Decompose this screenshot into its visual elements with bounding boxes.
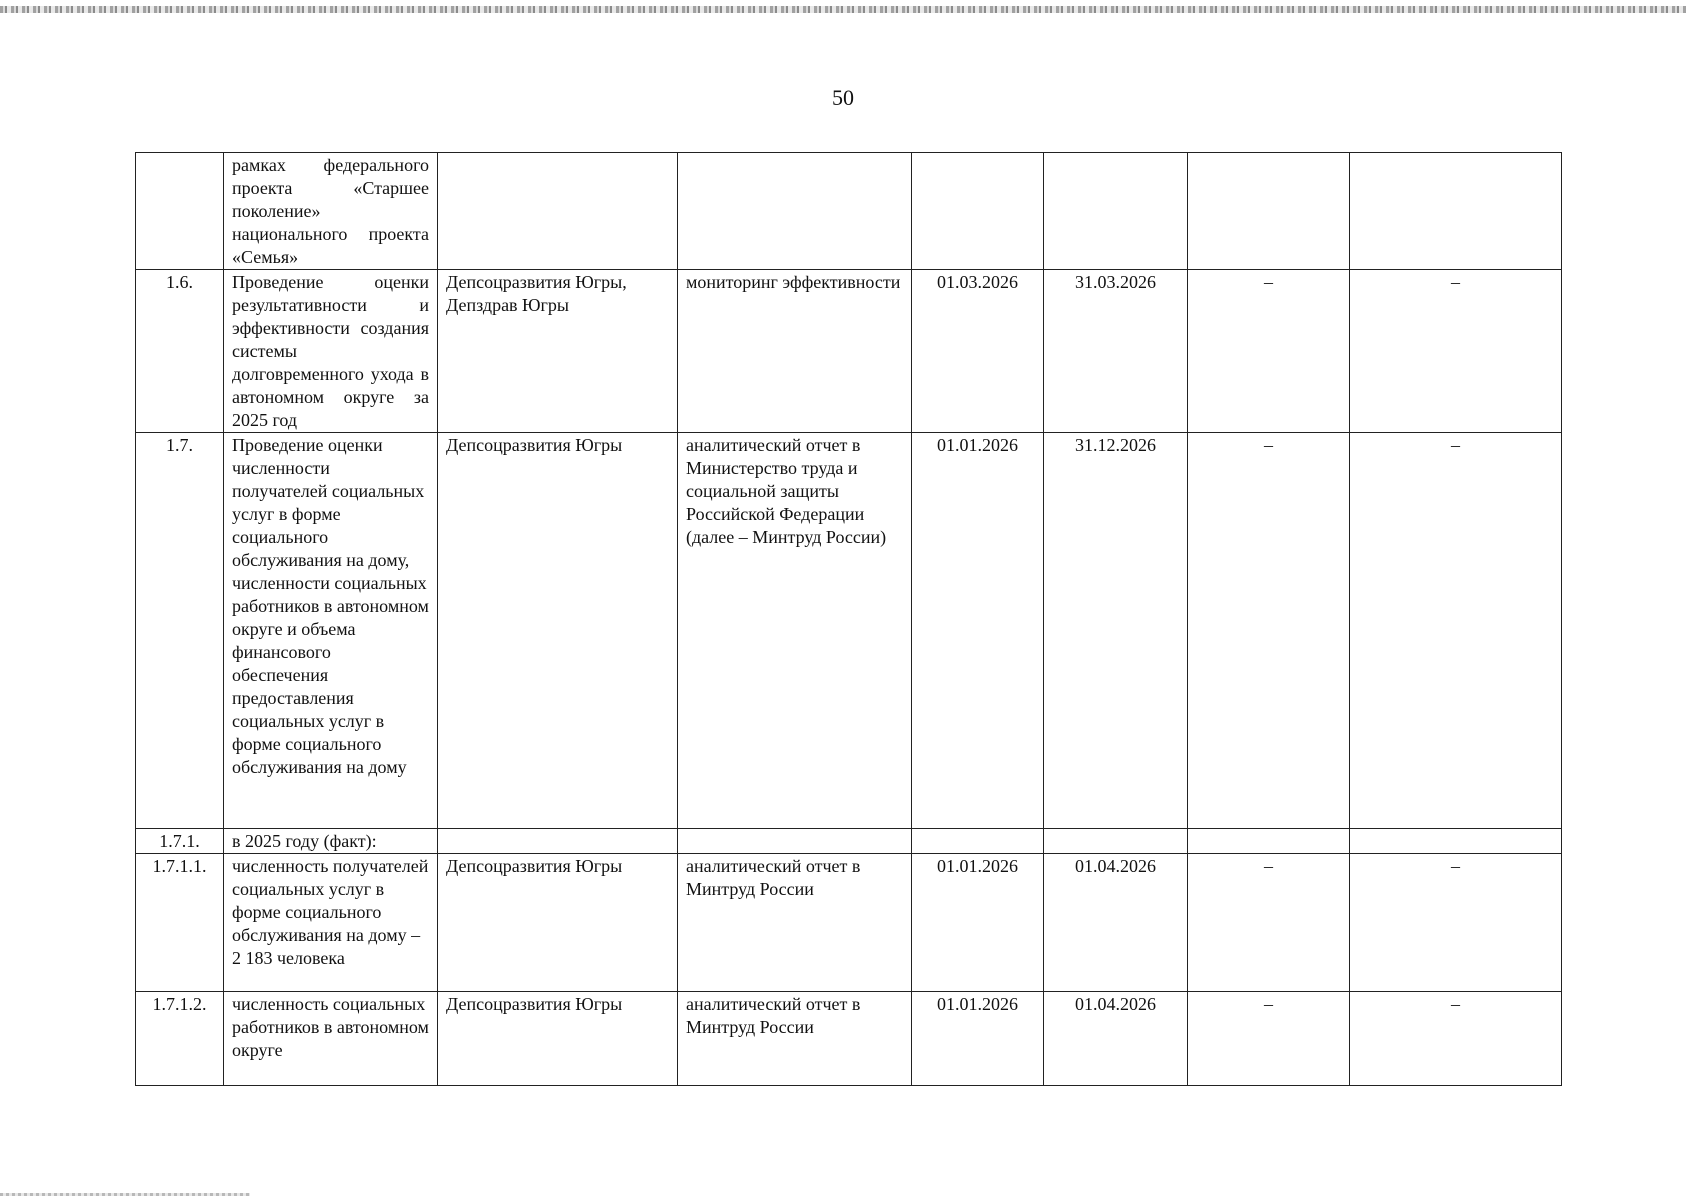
col7-cell (1188, 829, 1350, 854)
start-date-cell (912, 153, 1044, 270)
table-row (136, 153, 1562, 270)
end-date-cell: 31.03.2026 (1044, 270, 1188, 433)
event-cell: численность получателей социальных услуг в форме социального обслуживания на дому – 2 183 человека (224, 854, 438, 992)
col7-cell (1188, 153, 1350, 270)
scan-edge-top (0, 6, 1686, 13)
result-cell (678, 153, 912, 270)
row-number: 1.7.1.1. (136, 854, 224, 992)
table-row (136, 270, 1562, 433)
end-date-cell: 31.12.2026 (1044, 433, 1188, 829)
executor-cell: Депсоцразвития Югры (438, 854, 678, 992)
row-number (136, 153, 224, 270)
start-date-cell: 01.01.2026 (912, 992, 1044, 1086)
col8-cell: – (1350, 270, 1562, 433)
executor-cell: Депсоцразвития Югры (438, 433, 678, 829)
col7-cell: – (1188, 854, 1350, 992)
result-cell (678, 829, 912, 854)
table-row (136, 433, 1562, 829)
col8-cell: – (1350, 854, 1562, 992)
event-cell: Проведение оценки численности получателей социальных услуг в форме социального обслуживания на дому, численности социальных работников в автономном округе и объема финансового обеспечения предоставления социальных услуг в форме социального обслуживания на дому (224, 433, 438, 829)
end-date-cell (1044, 829, 1188, 854)
row-number: 1.7.1. (136, 829, 224, 854)
start-date-cell: 01.01.2026 (912, 854, 1044, 992)
event-cell: в 2025 году (факт): (224, 829, 438, 854)
col8-cell: – (1350, 433, 1562, 829)
row-number: 1.7. (136, 433, 224, 829)
row-number: 1.7.1.2. (136, 992, 224, 1086)
event-cell: Проведение оценки результативности и эффективности создания системы долговременного ухода в автономном округе за 2025 год (224, 270, 438, 433)
end-date-cell: 01.04.2026 (1044, 992, 1188, 1086)
start-date-cell: 01.03.2026 (912, 270, 1044, 433)
result-cell: аналитический отчет в Министерство труда и социальной защиты Российской Федерации (далее – Минтруд России) (678, 433, 912, 829)
executor-cell (438, 153, 678, 270)
col8-cell: – (1350, 992, 1562, 1086)
event-cell: численность социальных работников в автономном округе (224, 992, 438, 1086)
col7-cell: – (1188, 433, 1350, 829)
col8-cell (1350, 153, 1562, 270)
start-date-cell: 01.01.2026 (912, 433, 1044, 829)
end-date-cell (1044, 153, 1188, 270)
row-number: 1.6. (136, 270, 224, 433)
col8-cell (1350, 829, 1562, 854)
table-row (136, 854, 1562, 992)
page-number: 50 (832, 85, 854, 110)
executor-cell (438, 829, 678, 854)
measures-table (135, 152, 1562, 1086)
table-row (136, 829, 1562, 854)
executor-cell: Депсоцразвития Югры (438, 992, 678, 1086)
executor-cell: Депсоцразвития Югры, Депздрав Югры (438, 270, 678, 433)
result-cell: аналитический отчет в Минтруд России (678, 854, 912, 992)
event-cell: рамках федерального проекта «Старшее поколение» национального проекта «Семья» (224, 153, 438, 270)
result-cell: аналитический отчет в Минтруд России (678, 992, 912, 1086)
result-cell: мониторинг эффективности (678, 270, 912, 433)
col7-cell: – (1188, 992, 1350, 1086)
scan-edge-bottom (0, 1193, 250, 1196)
table-row (136, 992, 1562, 1086)
start-date-cell (912, 829, 1044, 854)
end-date-cell: 01.04.2026 (1044, 854, 1188, 992)
col7-cell: – (1188, 270, 1350, 433)
